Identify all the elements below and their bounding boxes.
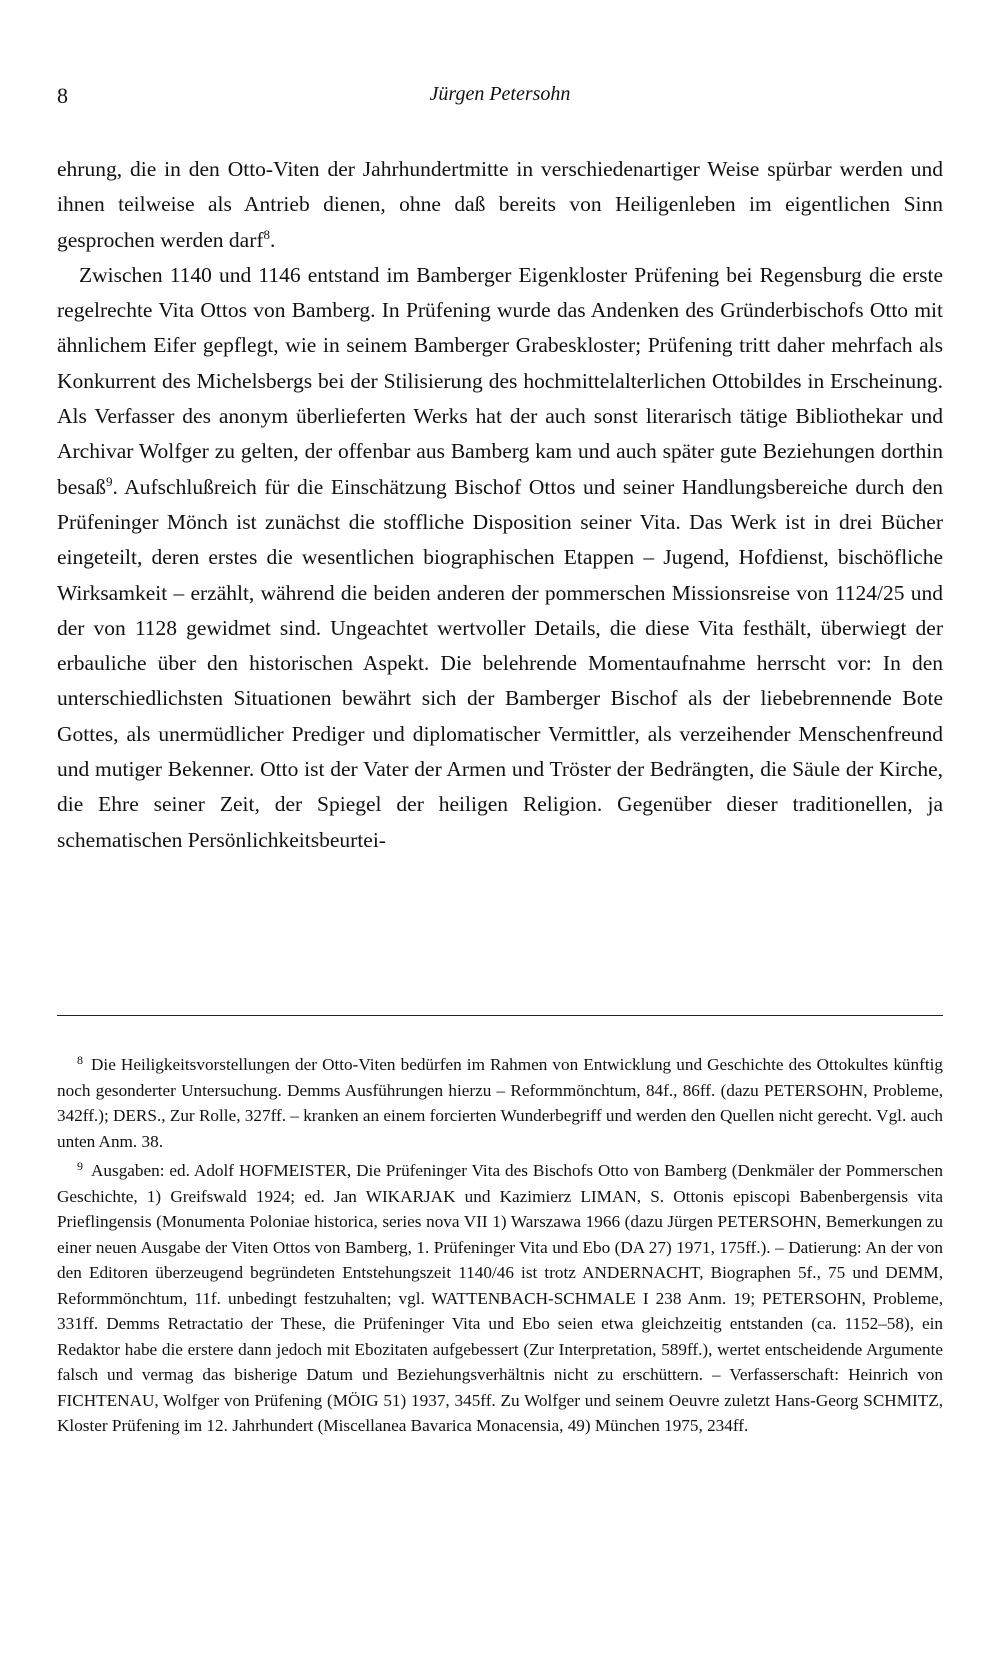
footnote-ref-9[interactable]: 9 [105, 473, 113, 489]
footnote-9 [57, 1154, 943, 1439]
paragraph-1-text: ehrung, die in den Otto-Viten der Jahrhundertmitte in verschiedenartiger Weise spürbar werden und ihnen teilweise als Antrieb dienen, ohne daß bereits von Heiligenleben im eigentlichen Sinn gesprochen werden darf [57, 157, 943, 252]
footnote-8 [57, 1048, 943, 1154]
footnote-text: Die Heiligkeitsvorstellungen der Otto-Viten bedürfen im Rahmen von Entwicklung und Geschichte des Ottokultes künftig noch gesonderter Untersuchung. Demms Ausführungen hierzu – Reformmönchtum, 84f., 86ff. (dazu PETERSOHN, Probleme, 342ff.); DERS., Zur Rolle, 327ff. – kranken an einem forcierten Wunderbegriff und werden den Quellen nicht gerecht. Vgl. auch unten Anm. 38. [57, 1055, 943, 1151]
footnote-separator [57, 1015, 943, 1016]
footnote-mark: 8 [77, 1053, 83, 1067]
paragraph-2-text-a: Zwischen 1140 und 1146 entstand im Bamberger Eigenkloster Prüfening bei Regensburg die erste regelrechte Vita Ottos von Bamberg. In Prüfening wurde das Andenken des Gründerbischofs Otto mit ähnlichem Eifer gepflegt, wie in seinem Bamberger Grabeskloster; Prüfening tritt daher mehrfach als Konkurrent des Michelsbergs bei der Stilisierung des hochmittelalterlichen Ottobildes in Erscheinung. Als Verfasser des anonym überlieferten Werks hat der auch sonst literarisch tätige Bibliothekar und Archivar Wolfger zu gelten, der offenbar aus Bamberg kam und auch später gute Beziehungen dorthin besaß [57, 262, 943, 499]
paragraph-2 [57, 258, 943, 858]
paragraph-1-end: . [270, 227, 276, 252]
page-number: 8 [57, 83, 68, 108]
paragraph-2-text-b: . Aufschlußreich für die Einschätzung Bischof Ottos und seiner Handlungsbereiche durch den Prüfeninger Mönch ist zunächst die stoffliche Disposition seiner Vita. Das Werk ist in drei Bücher eingeteilt, deren erstes die wesentlichen biographischen Etappen – Jugend, Hofdienst, bischöfliche Wirksamkeit – erzählt, während die beiden anderen der pommerschen Missionsreise von 1124/25 und der von 1128 gewidmet sind. Ungeachtet wertvoller Details, die diese Vita festhält, überwiegt der erbauliche über den historischen Aspekt. Die belehrende Momentaufnahme herrscht vor: In den unterschiedlichsten Situationen bewährt sich der Bamberger Bischof als der liebebrennende Bote Gottes, als unermüdlicher Prediger und diplomatischer Vermittler, als verzeihender Menschenfreund und mutiger Bekenner. Otto ist der Vater der Armen und Tröster der Bedrängten, die Säule der Kirche, die Ehre seiner Zeit, der Spiegel der heiligen Religion. Gegenüber dieser traditionellen, ja schematischen Persönlichkeitsbeurtei- [57, 474, 943, 852]
footnote-text: Ausgaben: ed. Adolf HOFMEISTER, Die Prüfeninger Vita des Bischofs Otto von Bamberg (Denkmäler der Pommerschen Geschichte, 1) Greifswald 1924; ed. Jan WIKARJAK und Kazimierz LIMAN, S. Ottonis episcopi Babenbergensis vita Prieflingensis (Monumenta Poloniae historica, series nova VII 1) Warszawa 1966 (dazu Jürgen PETERSOHN, Bemerkungen zu einer neuen Ausgabe der Viten Ottos von Bamberg, 1. Prüfeninger Vita und Ebo (DA 27) 1971, 175ff.). – Datierung: An der von den Editoren überzeugend begründeten Entstehungszeit 1140/46 ist trotz ANDERNACHT, Biographen 5f., 75 und DEMM, Reformmönchtum, 11f. unbedingt festzuhalten; vgl. WATTENBACH-SCHMALE I 238 Anm. 19; PETERSOHN, Probleme, 331ff. Demms Retractatio der These, die Prüfeninger Vita und Ebo seien etwa gleichzeitig entstanden (ca. 1152–58), ein Redaktor habe die erstere dann jedoch mit Ebozitaten aufgebessert (Zur Interpretation, 589ff.), wertet entscheidende Argumente falsch und vermag das bisherige Datum und Beziehungsverhältnis nicht zu erschüttern. – Verfasserschaft: Heinrich von FICHTENAU, Wolfger von Prüfening (MÖIG 51) 1937, 345ff. Zu Wolfger und seinem Oeuvre zuletzt Hans-Georg SCHMITZ, Kloster Prüfening im 12. Jahrhundert (Miscellanea Bavarica Monacensia, 49) München 1975, 234ff. [57, 1161, 943, 1435]
page-header [57, 83, 943, 115]
footnotes [57, 1048, 943, 1439]
footnote-ref-8[interactable]: 8 [263, 226, 271, 242]
running-head: Jürgen Petersohn [429, 83, 571, 105]
paragraph-1 [57, 152, 943, 258]
footnote-mark: 9 [77, 1159, 83, 1173]
body-text [57, 152, 943, 858]
document-page [57, 0, 943, 1676]
